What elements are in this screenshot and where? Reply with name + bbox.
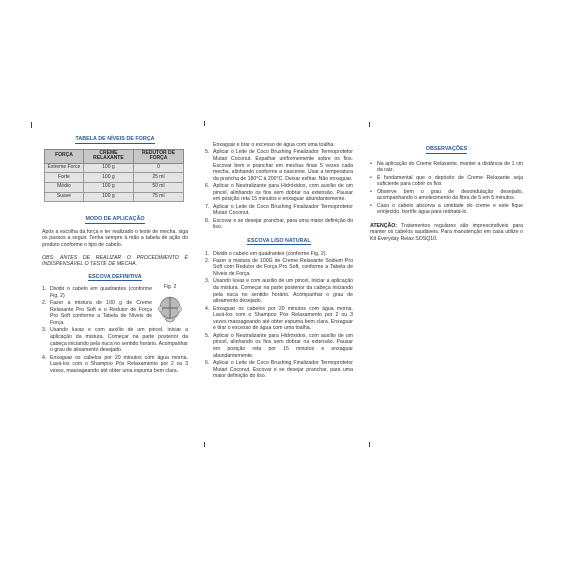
- table-header-cell: CREME RELAXANTE: [83, 149, 133, 163]
- crop-mark-mid-top: [204, 121, 205, 126]
- table-row: [45, 163, 184, 173]
- list-item: 3. Usando luvas e com auxílio de um pincel, iniciar a aplicação da mistura. Começar na parte posterior da cabeça iniciando pela nuca no sentido horário. Acompanhar o grau de alisamento desejado.: [42, 327, 188, 354]
- column-right: [370, 146, 523, 249]
- table-cell: 100 g: [83, 173, 133, 183]
- table-header-row: [45, 149, 184, 163]
- table-cell: 50 ml: [133, 182, 183, 192]
- attention-note: [370, 223, 523, 243]
- obs-text: OBS: ANTES DE REALIZAR O PROCEDIMENTO É INDISPENSÁVEL O TESTE DE MECHA.: [42, 254, 188, 268]
- table-cell: Suave: [45, 192, 84, 202]
- table-cell: Forte: [45, 173, 84, 183]
- attention-label: ATENÇÃO:: [370, 222, 397, 229]
- list-item: 6. Aplicar o Leite de Coco Brushing Finalizador Termoprotetor Mutari Coconut. Escovar e se desejar pranchar, para uma maior definição do liso.: [205, 359, 353, 380]
- observacoes-list: [370, 161, 523, 216]
- escova-liso-natural-title: ESCOVA LISO NATURAL: [247, 237, 311, 244]
- escova-steps-block: [42, 286, 188, 374]
- table-cell: 100 g: [83, 192, 133, 202]
- bullet-icon: •: [370, 188, 372, 195]
- bullet-icon: •: [370, 174, 372, 181]
- list-item: • Caso o cabelo absorva a umidade do creme e este fique enrijecido, borrife água para reidratá-lo.: [370, 202, 523, 216]
- table-cell: 0: [133, 163, 183, 173]
- table-row: [45, 192, 184, 202]
- escova-liso-natural-steps: [205, 251, 353, 380]
- list-item: • Observe bem o grau de desondulação desejado, acompanhando o amolecimento da fibra de 5 em 5 minutos.: [370, 188, 523, 202]
- column-left: [42, 136, 188, 375]
- figure-label: Fig. 2: [163, 284, 177, 291]
- list-item: 2. Fazer a mistura de 100 g de Creme Relaxante Pro Soft e o Redutor de Força Pro Soft conforme a Tabela de Níveis de Força.: [42, 300, 152, 327]
- list-item: 3. Usando luvas e com auxílio de um pincel, iniciar a aplicação da mistura. Começar na parte posterior da cabeça iniciando pela nuca no sentido horário. Acompanhar o grau de alisamento desejado.: [205, 278, 353, 305]
- table-header-cell: FORÇA: [45, 149, 84, 163]
- observacoes-title: OBSERVAÇÕES: [425, 146, 468, 152]
- table-row: [45, 173, 184, 183]
- list-item: 7. Aplicar o Leite de Coco Brushing Finalizador Termoprotetor Mutari Coconut.: [205, 203, 353, 217]
- mode-title: MODO DE APLICAÇÃO: [85, 216, 145, 223]
- crop-mark-right-bottom: [369, 442, 370, 447]
- column-middle: [205, 142, 353, 381]
- force-level-table: [44, 149, 184, 203]
- list-item: 1. Dividir o cabelo em quadrantes (conforme Fig. 2).: [205, 250, 327, 257]
- list-item: 5. Aplicar o Neutralizante para Hidróxidos, com auxílio de um pincel, alinhando os fios sem dobrar na extensão. Pausar em posição reta por 15 minutos e enxaguar abundantemente.: [205, 332, 353, 359]
- list-item: • Na aplicação do Creme Relaxante, manter a distância de 1 cm da raiz.: [370, 160, 523, 174]
- list-item: 2. Fazer a mistura de 100G de Creme Relaxante Sodium Pro Soft com Redutor de Força Pro Soft, conforme a Tabela de Níveis de Força.: [205, 257, 353, 278]
- list-item: 4. Enxaguar os cabelos por 20 minutos com água morna. Lavá-los com o Shampoo Pós Relaxamento por 2 ou 3 vezes, massageando até obter uma espuma bem clara.: [42, 354, 188, 374]
- escova-definitiva-title: ESCOVA DEFINITIVA: [88, 273, 142, 280]
- crop-mark-left: [31, 122, 32, 128]
- figure-2: [154, 284, 186, 330]
- list-item: • É fundamental que o depósito de Creme Relaxante seja suficiente para cobrir os fios: [370, 174, 523, 188]
- list-item: 1. Dividir o cabelo em quadrantes (conforme Fig. 2): [42, 286, 152, 299]
- attention-text: Tratamentos regulares são imprescindíveis para manter os cabelos saudáveis. Para manutenção em casa utilize o Kit Everyday Relax SOSQ10.: [370, 222, 523, 242]
- list-item: 8. Escovar e se desejar pranchar, para uma maior definição do liso.: [205, 217, 353, 231]
- list-item: 5. Aplicar o Leite de Coco Brushing Finalizador Termoprotetor Mutari Coconut. Espalhar uniformemente sobre os fios. Escovar bem e pranchar em mechas finas 5 vezes cada mecha, alinhando conforme a nascente. Usar a temperatura da prancha de 180°C à 200°C. Deixar esfriar. Não enxaguar.: [205, 149, 353, 182]
- escova-definitiva-steps-continued: [205, 149, 353, 231]
- list-item: 4. Enxaguar os cabelos por 20 minutos com água morna. Lavá-los com o Shampoo Pós Relaxamento por 2 ou 3 vezes massageando até obter espuma bem clara. Enxaguar e tirar o excesso de água com uma toalha.: [205, 305, 353, 332]
- table-cell: 100 g: [83, 182, 133, 192]
- table-cell: Médio: [45, 182, 84, 192]
- mode-text: Após a escolha da força e ter realizado o teste de mecha, siga os passos a seguir. Tenha sempre à mão a tabela de ação do produto conforme o tipo de cabelo.: [42, 228, 188, 248]
- head-quadrants-icon: [154, 291, 186, 329]
- list-item: 6. Aplicar o Neutralizante para Hidróxidos, com auxílio de um pincel, alinhando os fios sem dobrar na extensão. Pausar em posição reta 15 minutos e enxaguar abundantemente.: [205, 183, 353, 203]
- table-cell: Extreme Force: [45, 163, 84, 173]
- bullet-icon: •: [370, 202, 372, 209]
- crop-mark-right-top: [369, 122, 370, 127]
- table-title: TABELA DE NÍVEIS DE FORÇA: [75, 136, 155, 142]
- table-cell: 100 g: [83, 163, 133, 173]
- table-cell: 25 ml: [133, 173, 183, 183]
- crop-mark-mid-bottom: [204, 442, 205, 447]
- table-header-cell: REDUTOR DE FORÇA: [133, 149, 183, 163]
- continued-text: Enxaguar e tirar o excesso de água com uma toalha.: [213, 142, 335, 148]
- table-cell: 75 ml: [133, 192, 183, 202]
- bullet-icon: •: [370, 160, 372, 167]
- table-row: [45, 182, 184, 192]
